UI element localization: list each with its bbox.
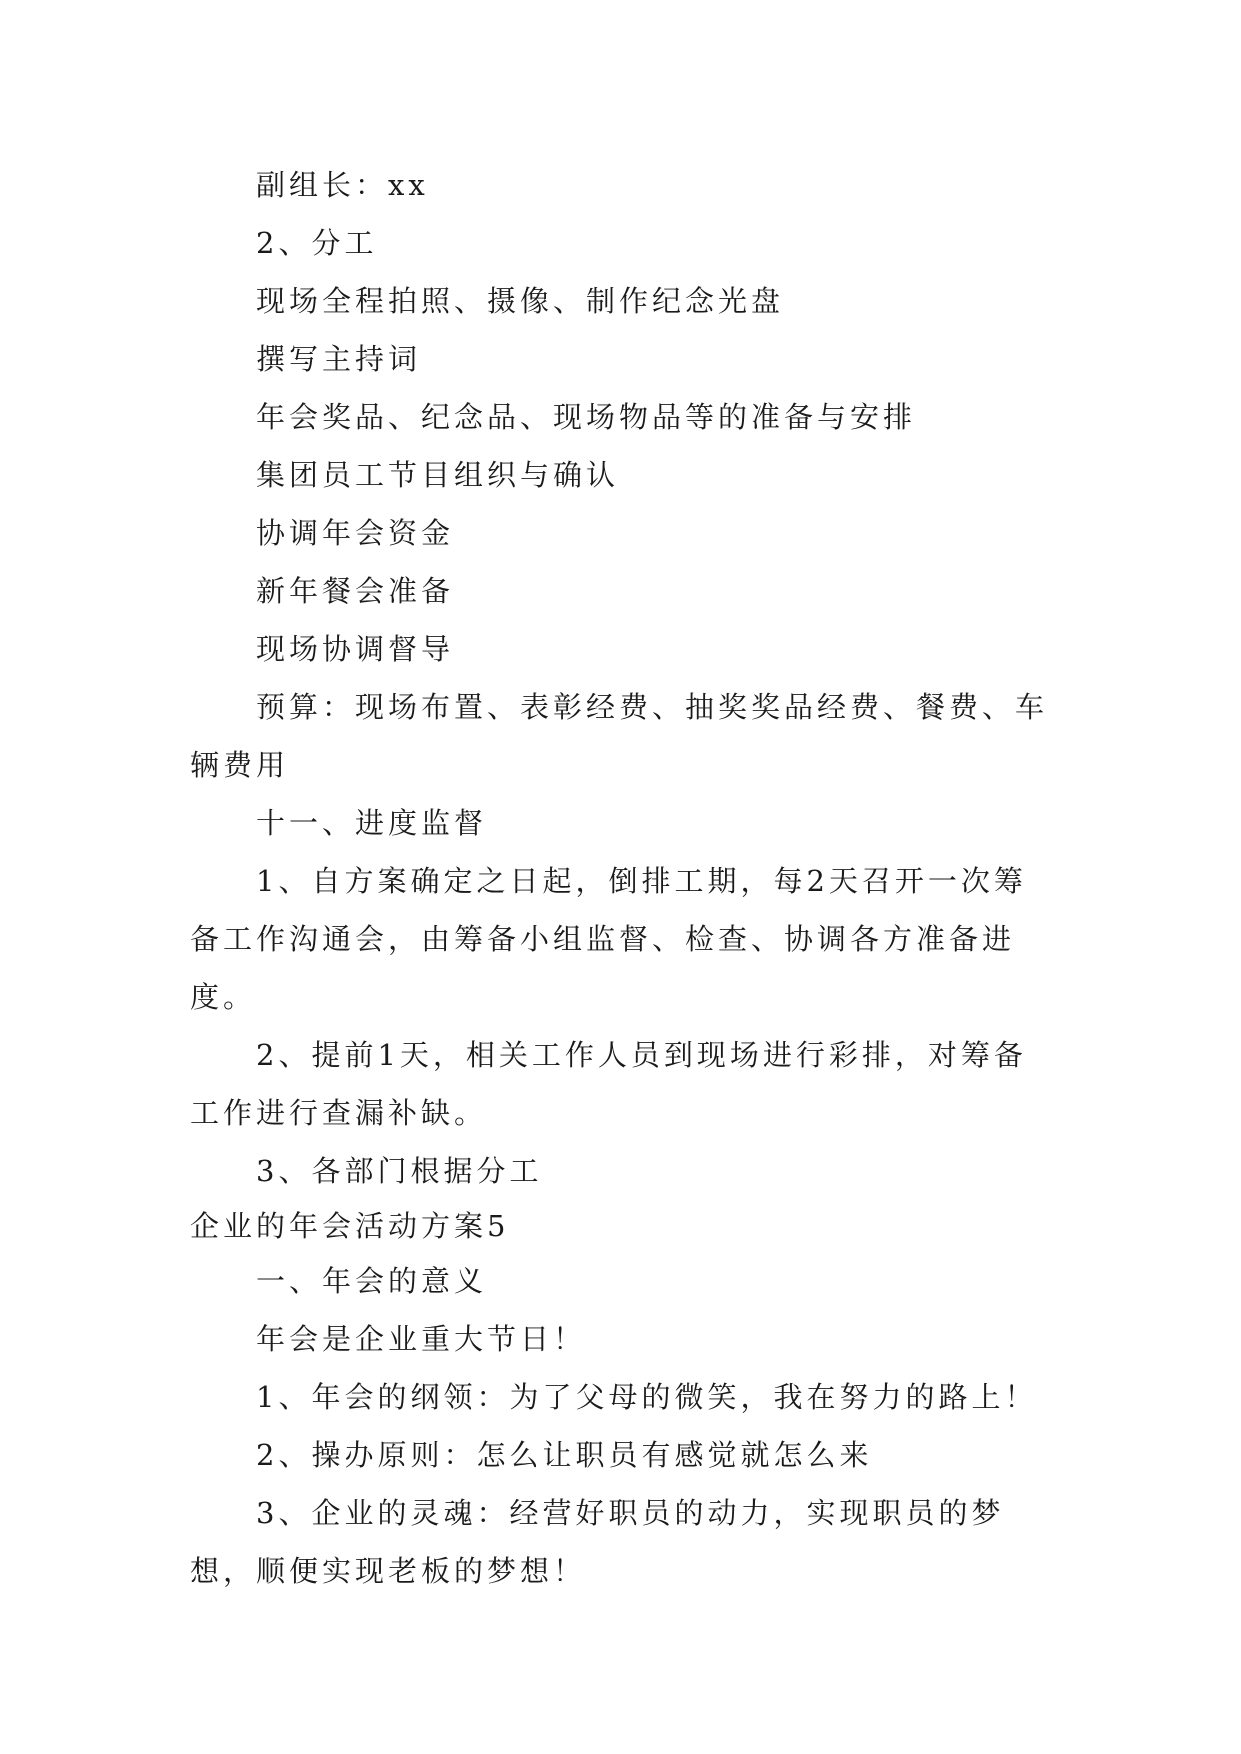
paragraph-staff-programs: 集团员工节目组织与确认 [256, 458, 620, 492]
paragraph-dinner: 新年餐会准备 [256, 574, 455, 608]
document-subtitle: 企业的年会活动方案5 [190, 1209, 510, 1243]
paragraph-guideline: 1、年会的纲领：为了父母的微笑，我在努力的路上！ [256, 1380, 1038, 1414]
section-heading-meaning: 一、年会的意义 [256, 1264, 488, 1298]
paragraph-budget: 预算：现场布置、表彰经费、抽奖奖品经费、餐费、车辆费用 [190, 690, 1049, 782]
paragraph-soul: 3、企业的灵魂：经营好职员的动力，实现职员的梦想，顺便实现老板的梦想！ [190, 1496, 1005, 1588]
paragraph-principle: 2、操办原则：怎么让职员有感觉就怎么来 [256, 1438, 873, 1472]
paragraph-onsite-coordination: 现场协调督导 [256, 632, 455, 666]
paragraph-deputy-leader: 副组长：xx [256, 168, 429, 202]
paragraph-division-heading: 2、分工 [256, 226, 378, 260]
paragraph-festival: 年会是企业重大节日！ [256, 1322, 587, 1356]
paragraph-host-script: 撰写主持词 [256, 342, 422, 376]
paragraph-photo-video: 现场全程拍照、摄像、制作纪念光盘 [256, 284, 785, 318]
paragraph-prizes: 年会奖品、纪念品、现场物品等的准备与安排 [256, 400, 917, 434]
paragraph-funding: 协调年会资金 [256, 516, 455, 550]
paragraph-progress-1: 1、自方案确定之日起，倒排工期，每2天召开一次筹备工作沟通会，由筹备小组监督、检查、协调各方准备进度。 [190, 864, 1027, 1014]
section-heading-progress: 十一、进度监督 [256, 806, 488, 840]
paragraph-progress-3: 3、各部门根据分工 [256, 1154, 543, 1188]
paragraph-progress-2: 2、提前1天，相关工作人员到现场进行彩排，对筹备工作进行查漏补缺。 [190, 1038, 1027, 1130]
document-body [190, 156, 1050, 1600]
